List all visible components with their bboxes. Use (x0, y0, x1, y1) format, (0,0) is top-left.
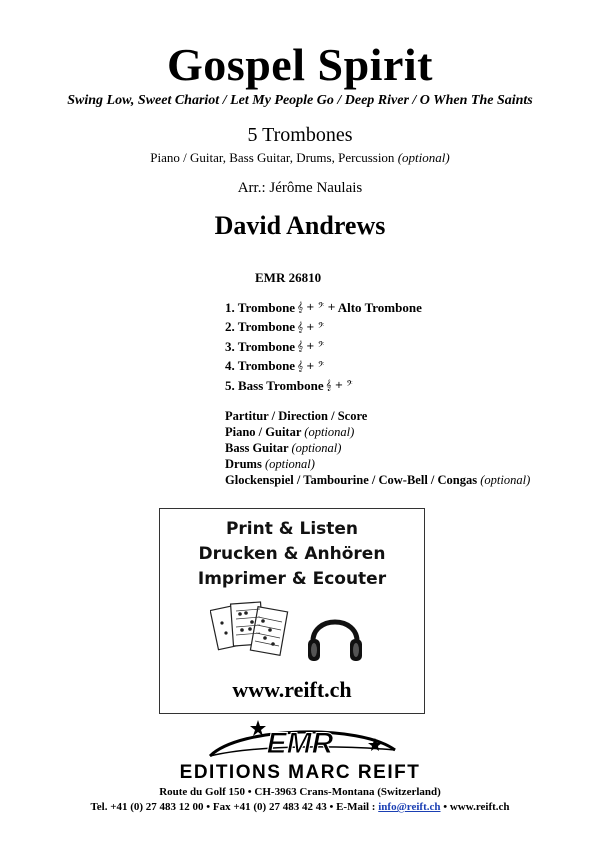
additional-part-item (225, 409, 530, 425)
accompaniment (0, 150, 600, 166)
additional-parts-list (225, 409, 530, 489)
arranger: Arr.: Jérôme Naulais (237, 180, 363, 196)
part-item (225, 337, 422, 357)
print-listen-promo (159, 508, 425, 714)
additional-part-label: Partitur / Direction / Score (225, 409, 368, 423)
additional-part-item (225, 473, 530, 489)
title: Gospel Spirit (167, 39, 433, 90)
publisher-contact (0, 801, 600, 813)
accompaniment-note: (optional) (397, 150, 450, 165)
catalog-number: EMR 26810 (255, 270, 322, 285)
publisher-name: EDITIONS MARC REIFT (179, 762, 421, 783)
additional-part-label: Drums (225, 457, 262, 471)
part-label: 2. Trombone (225, 319, 296, 335)
additional-part-note: (optional) (304, 425, 355, 439)
additional-part-item (225, 425, 530, 441)
contact-phone-fax: Tel. +41 (0) 27 483 12 00 • Fax +41 (0) 27 483 42 43 • E-Mail : (90, 801, 379, 813)
clef-icons: 𝄞 + 𝄢 (325, 380, 353, 392)
additional-part-label: Glockenspiel / Tambourine / Cow-Bell / Congas (225, 473, 478, 487)
promo-website-link[interactable]: www.reift.ch (232, 677, 352, 702)
clef-icons: 𝄞 + 𝄢 (297, 341, 325, 353)
part-item (225, 376, 422, 396)
additional-part-item (225, 457, 530, 473)
part-label: 4. Trombone (225, 358, 296, 374)
clef-icons: 𝄞 + 𝄢 (297, 321, 325, 333)
part-item (225, 298, 422, 318)
promo-line-english: Print & Listen (225, 519, 359, 539)
headphones-icon (305, 603, 365, 665)
clef-icons: 𝄞 + 𝄢 + (297, 302, 336, 314)
part-label: 5. Bass Trombone (225, 377, 324, 393)
part-item (225, 357, 422, 377)
accompaniment-text: Piano / Guitar, Bass Guitar, Drums, Percussion (150, 150, 395, 165)
instrumentation: 5 Trombones (247, 124, 353, 146)
part-item (225, 318, 422, 338)
promo-line-french: Imprimer & Ecouter (197, 569, 387, 589)
clef-icons: 𝄞 + 𝄢 (297, 360, 325, 372)
additional-part-item (225, 441, 530, 457)
email-link[interactable]: info@reift.ch (378, 801, 441, 813)
promo-line-german: Drucken & Anhören (198, 544, 386, 564)
additional-part-label: Bass Guitar (225, 441, 289, 455)
contact-website[interactable]: • www.reift.ch (440, 801, 510, 813)
subtitle: Swing Low, Sweet Chariot / Let My People Go / Deep River / O When The Saints (67, 93, 533, 108)
publisher-address: Route du Golf 150 • CH-3963 Crans-Montana (Switzerland) (159, 786, 441, 798)
composer: David Andrews (214, 211, 386, 240)
additional-part-note: (optional) (291, 441, 342, 455)
sheet-music-icon (210, 597, 300, 667)
parts-list (225, 298, 422, 396)
logo-mark: EMR (266, 727, 334, 760)
additional-part-note: (optional) (264, 457, 315, 471)
part-extra: Alto Trombone (337, 299, 422, 315)
emr-logo (150, 716, 450, 784)
part-label: 3. Trombone (225, 338, 296, 354)
additional-part-label: Piano / Guitar (225, 425, 302, 439)
part-label: 1. Trombone (225, 299, 296, 315)
additional-part-note: (optional) (480, 473, 531, 487)
